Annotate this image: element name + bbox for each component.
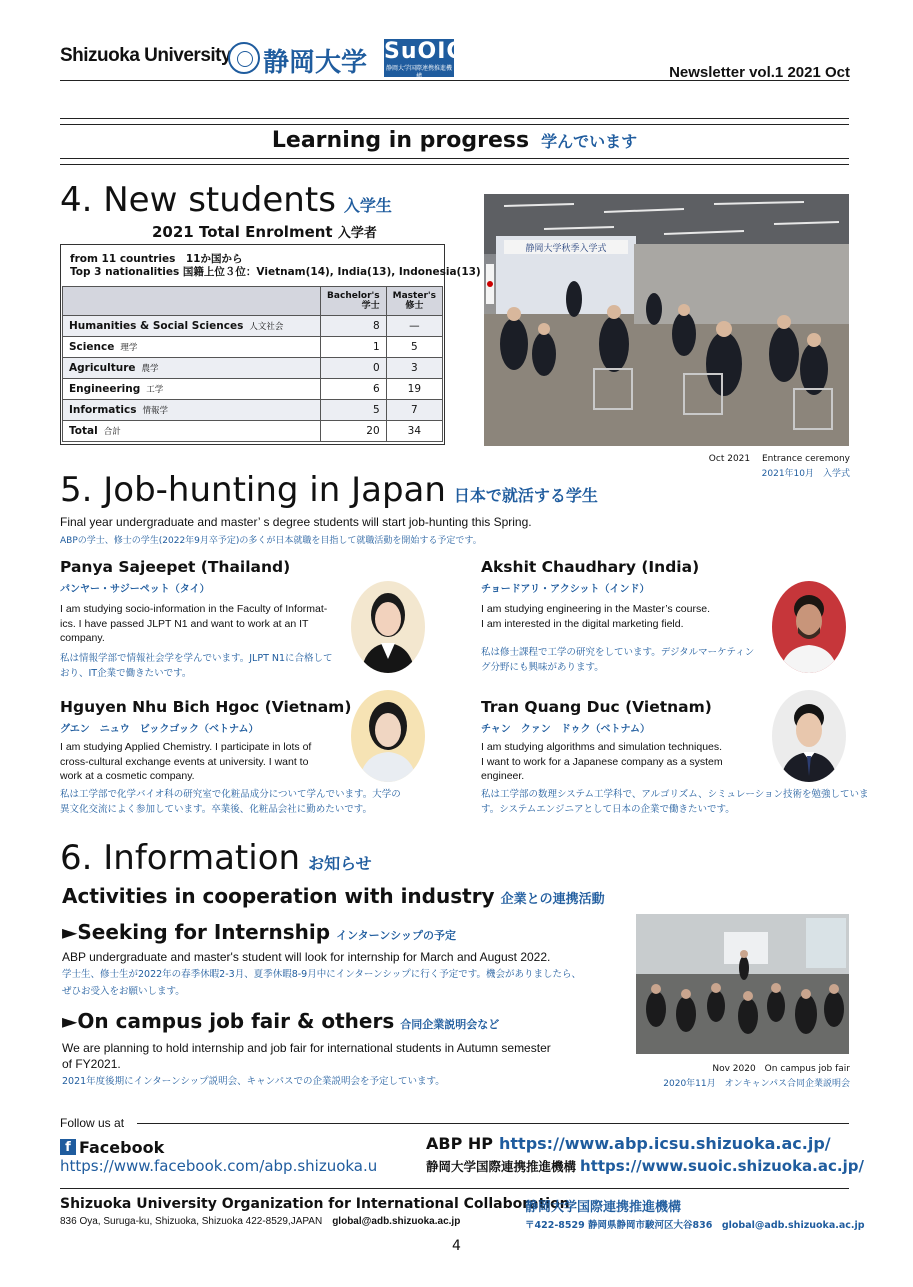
student-name: Akshit Chaudhary (India) [481, 558, 700, 576]
organization-address-jp: 〒422-8529 静岡県静岡市駿河区大谷836 global@adb.shizuoka.ac.jp [525, 1220, 865, 1231]
section-5-heading: 5. Job-hunting in Japan [60, 470, 446, 510]
enrolment-countries: from 11 countries 11か国から [70, 253, 243, 265]
brand-name-en: Shizuoka University [60, 45, 232, 66]
organization-name-jp: 静岡大学国際連携推進機構 [525, 1200, 682, 1215]
internship-line-jp: 学士生、修士生が2022年の春季休暇2-3月、夏季休暇8-9月中にインターンシップに行く予定です。機会がありましたら、 [62, 969, 581, 980]
bio-line: cross-cultural exchange events at university. I want to [60, 755, 309, 768]
section-6-heading-jp: お知らせ [308, 854, 372, 873]
bio-line: I am studying engineering in the Master’s course. [481, 603, 710, 615]
row-field [63, 358, 321, 379]
row-bachelor: 20 [321, 421, 387, 442]
section-5-title [60, 470, 598, 510]
newsletter-issue: Newsletter vol.1 2021 Oct [669, 64, 850, 81]
activities-heading [62, 884, 605, 908]
triangle-bullet-icon: ► [62, 920, 78, 944]
bio-line: I am studying socio-information in the Faculty of Informat- [60, 603, 328, 615]
bio-line: ics. I have passed JLPT N1 and want to work at an IT [60, 617, 309, 630]
section-5-heading-jp: 日本で就活する学生 [453, 486, 598, 505]
bio-line-jp: グ分野にも興味があります。 [481, 662, 604, 673]
portrait-illustration [772, 581, 846, 673]
jobfair-heading-en: On campus job fair & others [77, 1009, 395, 1033]
bio-line: I am studying Applied Chemistry. I participate in lots of [60, 741, 312, 753]
row-master: 3 [386, 358, 442, 379]
row-bachelor: 0 [321, 358, 387, 379]
table-row [63, 379, 443, 400]
student-bio-en [60, 602, 327, 646]
job-fair-caption: Nov 2020 On campus job fair [712, 1064, 850, 1074]
student-kana: パンヤー・サジーペット（タイ） [60, 584, 210, 595]
student-bio-en [481, 602, 710, 631]
ceremony-caption-jp: 2021年10月 入学式 [761, 469, 850, 479]
student-kana: チャン クァン ドゥク（ベトナム） [481, 724, 650, 735]
table-row [63, 358, 443, 379]
student-portrait [351, 690, 425, 782]
bio-line: engineer. [481, 770, 525, 782]
ceremony-banner-text: 静岡大学秋季入学式 [525, 244, 607, 254]
col-bachelor-header [321, 287, 387, 316]
row-field [63, 379, 321, 400]
jobfair-line: We are planning to hold internship and job fair for international students in Autumn semester [62, 1041, 551, 1055]
student-bio-jp [481, 787, 869, 817]
table-total-row [63, 421, 443, 442]
bio-line: work at a cosmetic company. [60, 770, 195, 782]
job-fair-photo-illustration [636, 914, 849, 1054]
enrolment-note [70, 253, 481, 279]
portrait-illustration [772, 690, 846, 782]
bio-line: I am interested in the digital marketing field. [481, 617, 684, 630]
row-bachelor: 1 [321, 337, 387, 358]
enrolment-nationalities: Top 3 nationalities 国籍上位３位：Vietnam(14), India(13), Indonesia(13) [70, 266, 481, 278]
row-field [63, 400, 321, 421]
enrolment-caption-en: 2021 Total Enrolment [152, 223, 333, 241]
jobfair-line: of FY2021. [62, 1057, 121, 1071]
row-master: 34 [386, 421, 442, 442]
triangle-bullet-icon: ► [62, 1009, 78, 1033]
banner-title-jp: 学んでいます [541, 132, 638, 151]
section-6-heading: 6. Information [60, 838, 301, 878]
abp-homepage [426, 1134, 831, 1153]
enrolment-caption-jp: 入学者 [337, 226, 377, 241]
student-portrait [351, 581, 425, 673]
activities-heading-jp: 企業との連携活動 [500, 892, 605, 907]
row-field-jp: 理学 [120, 343, 138, 353]
banner-title-en: Learning in progress [271, 128, 530, 153]
banner-top-rule-2 [60, 124, 849, 125]
suoic-logo [384, 39, 464, 80]
email-link[interactable]: global@adb.shizuoka.ac.jp [332, 1216, 461, 1227]
student-bio-jp [60, 787, 401, 817]
abp-homepage-label: ABP HP [426, 1134, 493, 1153]
row-field [63, 421, 321, 442]
address-text: 836 Oya, Suruga-ku, Shizuoka, Shizuoka 422-8529,JAPAN [60, 1216, 323, 1227]
col-master-label-jp: 修士 [405, 301, 424, 311]
row-field-en: Engineering [69, 383, 141, 395]
student-bio-en [60, 740, 311, 784]
facebook-link[interactable]: https://www.facebook.com/abp.shizuoka.u [60, 1157, 378, 1175]
follow-us-label: Follow us at [60, 1116, 125, 1130]
row-master: 5 [386, 337, 442, 358]
student-portrait [772, 690, 846, 782]
jobfair-text [62, 1040, 551, 1072]
internship-heading-en: Seeking for Internship [77, 920, 331, 944]
bio-line-jp: 私は工学部の数理システム工学科で、アルゴリズム、シミュレーション技術を勉強していま [481, 789, 869, 800]
bio-line: I am studying algorithms and simulation techniques. [481, 741, 723, 753]
row-field-jp: 合計 [103, 427, 121, 437]
row-field [63, 316, 321, 337]
student-bio-en [481, 740, 723, 784]
student-portrait [772, 581, 846, 673]
internship-text: ABP undergraduate and master's student will look for internship for March and August 2022. [62, 950, 551, 964]
internship-heading-jp: インターンシップの予定 [336, 929, 456, 942]
table-header-row [63, 287, 443, 316]
enrolment-table [62, 286, 443, 442]
job-intro-jp: ABPの学士、修士の学生(2022年9月卒予定)の多くが日本就職を目指して就職活動を開始する予定です。 [60, 536, 482, 546]
page-number: 4 [452, 1238, 461, 1254]
row-bachelor: 5 [321, 400, 387, 421]
col-master-header [386, 287, 442, 316]
table-header-blank [63, 287, 321, 316]
row-field-en: Science [69, 341, 115, 353]
bio-line-jp: す。システムエンジニアとして日本の企業で働きたいです。 [481, 804, 735, 815]
jobfair-heading-jp: 合同企業説明会など [400, 1018, 500, 1031]
banner-bottom-rule-2 [60, 164, 849, 165]
header-divider [60, 80, 849, 81]
portrait-illustration [351, 690, 425, 782]
bio-line-jp: おり、IT企業で働きたいです。 [60, 668, 192, 679]
bio-line-jp: 異文化交流によく参加しています。卒業後、化粧品会社に勤めたいです。 [60, 804, 372, 815]
footer-divider [60, 1188, 849, 1189]
row-master: 7 [386, 400, 442, 421]
row-field-jp: 農学 [141, 364, 159, 374]
organization-address [60, 1216, 460, 1227]
section-4-title [60, 180, 392, 220]
row-bachelor: 8 [321, 316, 387, 337]
section-4-heading-jp: 入学生 [343, 196, 392, 215]
internship-text-jp [62, 966, 581, 1000]
student-name: Hguyen Nhu Bich Hgoc (Vietnam) [60, 698, 352, 716]
row-bachelor: 6 [321, 379, 387, 400]
job-fair-caption-jp: 2020年11月 オンキャンパス合同企業説明会 [663, 1079, 850, 1089]
row-field-en: Informatics [69, 404, 137, 416]
row-field-jp: 情報学 [142, 406, 168, 416]
row-master: 19 [386, 379, 442, 400]
internship-line-jp: ぜひお受入をお願いします。 [62, 986, 185, 997]
enrolment-caption [152, 222, 377, 241]
brand-name-jp: 静岡大学 [263, 48, 368, 78]
internship-heading [62, 920, 456, 944]
bio-line: company. [60, 632, 105, 644]
follow-divider [137, 1123, 849, 1124]
jobfair-heading [62, 1009, 499, 1033]
table-row [63, 400, 443, 421]
ceremony-photo-illustration [484, 194, 849, 446]
bio-line-jp: 私は修士課程で工学の研究をしています。デジタルマーケティン [481, 647, 755, 658]
suoic-homepage-link[interactable]: https://www.suoic.shizuoka.ac.jp/ [580, 1157, 864, 1175]
student-bio-jp [60, 651, 333, 681]
portrait-illustration [351, 581, 425, 673]
jobfair-text-jp: 2021年度後期にインターンシップ説明会、キャンパスでの企業説明会を予定しています。 [62, 1076, 445, 1087]
facebook-icon[interactable]: f [60, 1139, 76, 1155]
suoic-logo-subtext: 静岡大学国際連携推進機構 [385, 65, 452, 80]
col-bachelor-label-jp: 学士 [361, 301, 380, 311]
job-intro: Final year undergraduate and master’ s degree students will start job-hunting this Spring. [60, 515, 532, 529]
student-name: Tran Quang Duc (Vietnam) [481, 698, 712, 716]
facebook-label: Facebook [79, 1138, 165, 1157]
col-master-label: Master's [392, 291, 436, 301]
job-fair-photo [636, 914, 849, 1054]
row-field [63, 337, 321, 358]
table-row [63, 337, 443, 358]
section-4-heading: 4. New students [60, 180, 336, 220]
row-master: — [386, 316, 442, 337]
suoic-logo-text: SuOIC [384, 39, 464, 64]
row-field-jp: 人文社会 [249, 322, 284, 332]
student-name: Panya Sajeepet (Thailand) [60, 558, 291, 576]
row-field-en: Humanities & Social Sciences [69, 320, 244, 332]
row-field-jp: 工学 [146, 385, 164, 395]
entrance-ceremony-photo [484, 194, 849, 446]
banner-title [60, 128, 849, 153]
row-field-en: Agriculture [69, 362, 136, 374]
bio-line-jp: 私は工学部で化学バイオ科の研究室で化粧品成分について学んでいます。大学の [60, 789, 401, 800]
row-field-en: Total [69, 425, 98, 437]
bio-line-jp: 私は情報学部で情報社会学を学んでいます。JLPT N1に合格して [60, 653, 333, 664]
banner-bottom-rule [60, 158, 849, 159]
student-kana: チョードアリ・アクシット（インド） [481, 584, 650, 595]
student-kana: グエン ニュウ ビックゴック（ベトナム） [60, 724, 259, 735]
student-bio-jp [481, 645, 754, 675]
university-seal-icon [228, 42, 260, 74]
organization-name: Shizuoka University Organization for International Collaboration [60, 1196, 570, 1212]
banner-top-rule [60, 118, 849, 119]
table-row [63, 316, 443, 337]
section-6-title [60, 838, 372, 878]
bio-line: I want to work for a Japanese company as a system [481, 755, 723, 768]
suoic-homepage-label: 静岡大学国際連携推進機構 [426, 1159, 577, 1174]
ceremony-caption: Oct 2021 Entrance ceremony [708, 454, 850, 464]
activities-heading-en: Activities in cooperation with industry [62, 884, 495, 908]
col-bachelor-label: Bachelor's [327, 291, 380, 301]
abp-homepage-link[interactable]: https://www.abp.icsu.shizuoka.ac.jp/ [499, 1134, 831, 1153]
suoic-homepage [426, 1157, 864, 1175]
